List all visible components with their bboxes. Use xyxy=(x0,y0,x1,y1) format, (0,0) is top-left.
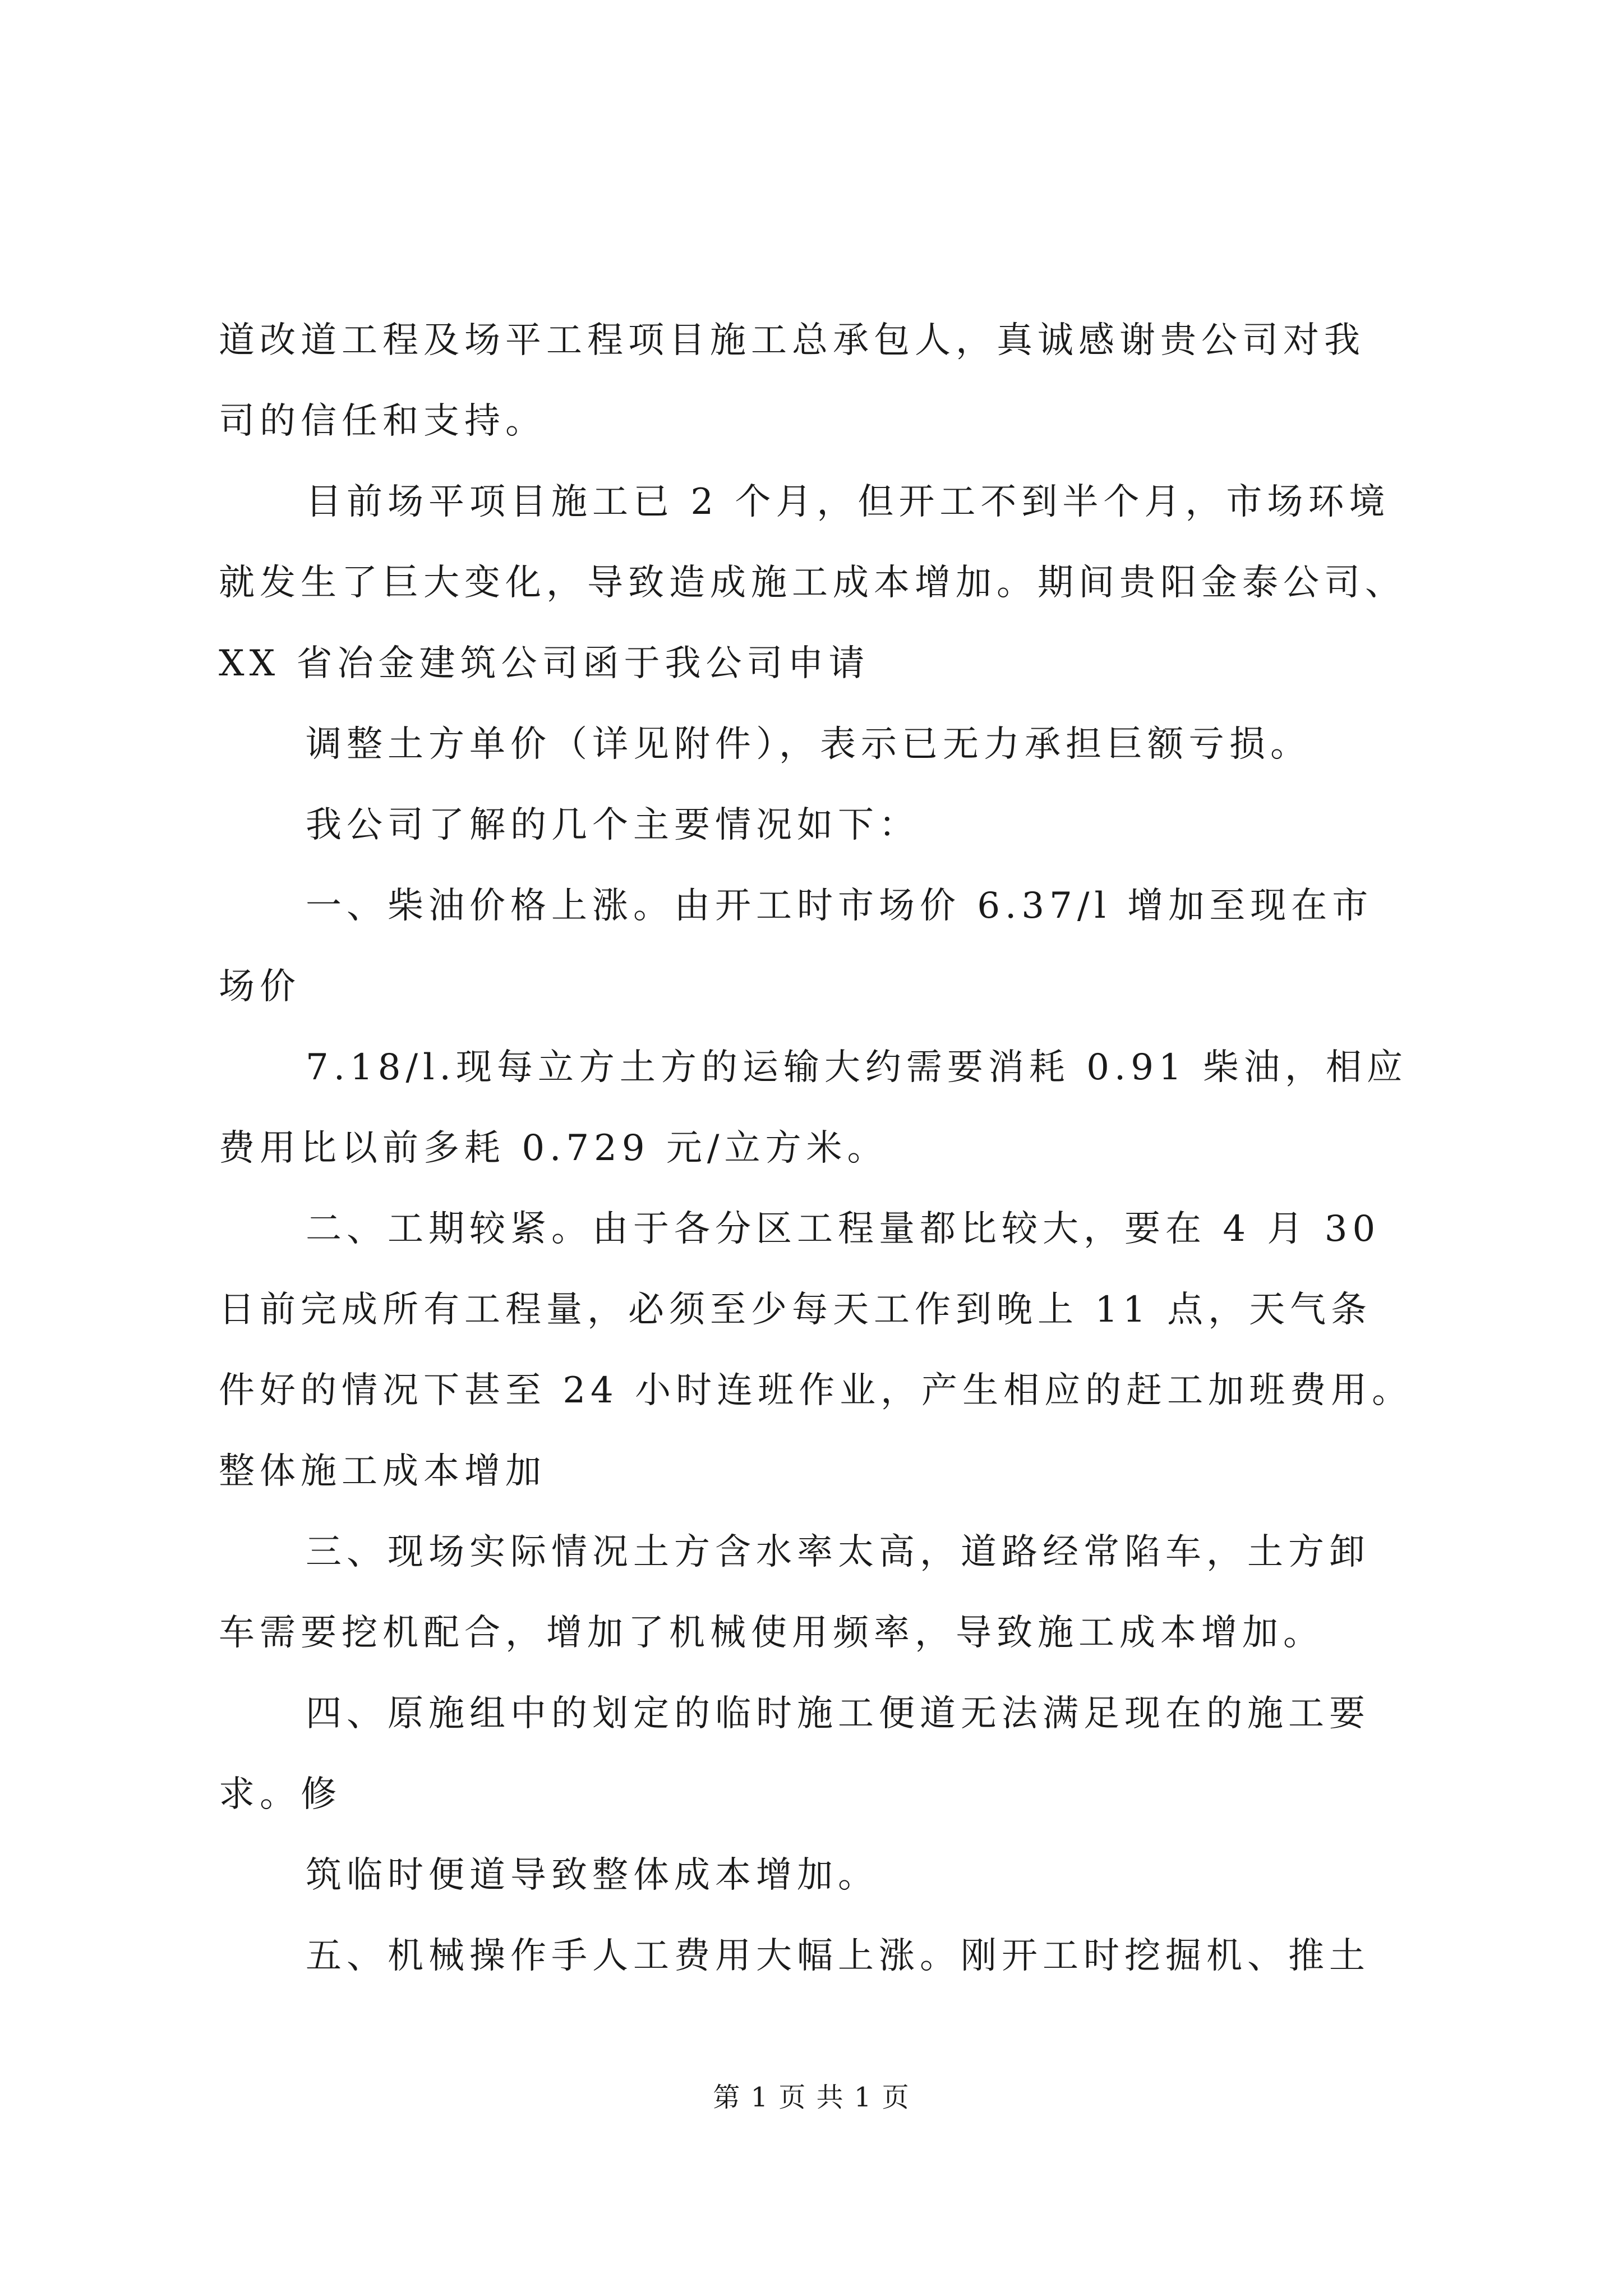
text-line: 7.18/l.现每立方土方的运输大约需要消耗 0.91 柴油，相应 xyxy=(306,1047,1408,1088)
text-line: 一、柴油价格上涨。由开工时市场价 6.37/l 增加至现在市 xyxy=(306,885,1373,927)
text-line: 道改道工程及场平工程项目施工总承包人，真诚感谢贵公司对我 xyxy=(219,320,1365,361)
text-line: 三、现场实际情况土方含水率太高，道路经常陷车，土方卸 xyxy=(306,1531,1370,1573)
text-line: 车需要挖机配合，增加了机械使用频率，导致施工成本增加。 xyxy=(219,1612,1324,1654)
text-line: 我公司了解的几个主要情况如下： xyxy=(306,804,920,846)
text-line: 司的信任和支持。 xyxy=(219,401,546,442)
text-line: 调整土方单价（详见附件），表示已无力承担巨额亏损。 xyxy=(306,724,1311,765)
text-line: 场价 xyxy=(219,966,301,1007)
text-line: 二、工期较紧。由于各分区工程量都比较大，要在 4 月 30 xyxy=(306,1208,1381,1250)
text-line: 求。修 xyxy=(219,1774,342,1815)
text-line: 筑临时便道导致整体成本增加。 xyxy=(306,1855,879,1896)
page-footer xyxy=(0,2076,1623,2114)
page-number-label: 第 1 页 共 1 页 xyxy=(713,2082,910,2113)
text-line: 整体施工成本增加 xyxy=(219,1451,546,1492)
text-line: 五、机械操作手人工费用大幅上涨。刚开工时挖掘机、推土 xyxy=(306,1935,1370,1977)
document-body xyxy=(219,300,1419,1996)
text-line: XX 省冶金建筑公司函于我公司申请 xyxy=(219,643,870,684)
text-line: 就发生了巨大变化，导致造成施工成本增加。期间贵阳金泰公司、 xyxy=(219,562,1406,604)
text-line: 费用比以前多耗 0.729 元/立方米。 xyxy=(219,1128,888,1169)
text-line: 目前场平项目施工已 2 个月，但开工不到半个月，市场环境 xyxy=(306,481,1390,523)
text-line: 件好的情况下甚至 24 小时连班作业，产生相应的赶工加班费用。 xyxy=(219,1370,1413,1411)
text-line: 日前完成所有工程量，必须至少每天工作到晚上 11 点，天气条 xyxy=(219,1289,1372,1331)
text-line: 四、原施组中的划定的临时施工便道无法满足现在的施工要 xyxy=(306,1693,1370,1734)
